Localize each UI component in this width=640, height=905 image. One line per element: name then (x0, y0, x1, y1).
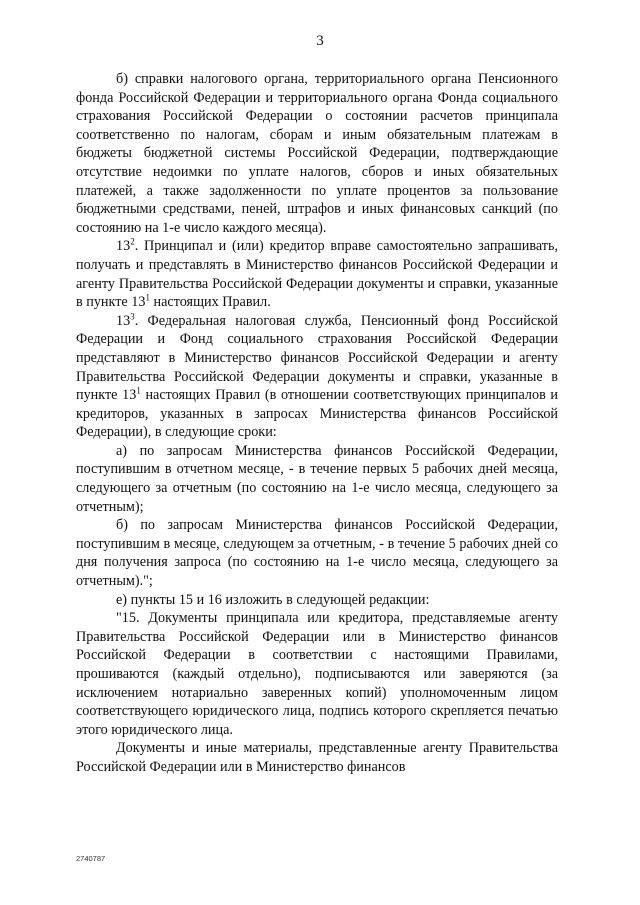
paragraph (76, 237, 558, 311)
paragraph (76, 312, 558, 442)
document-code: 2740787 (76, 854, 106, 863)
superscript: 1 (145, 292, 150, 303)
paragraph-text: б) справки налогового органа, территориального органа Пенсионного фонда Российской Федерации и территориального органа Фонда социального страхования Российской Федерации о состоянии расчетов принципала соответственно по налогам, сборам и иным обязательным платежам в бюджеты бюджетной системы Российской Федерации, подтверждающие отсутствие недоимки по уплате налогов, сборов и иных обязательных платежей, а также задолженности по уплате процентов за пользование бюджетными средствами, пеней, штрафов и иных финансовых санкций (по состоянию на 1-е число каждого месяца). (76, 71, 558, 236)
paragraph (76, 739, 558, 776)
paragraph (76, 516, 558, 590)
paragraph-text: б) по запросам Министерства финансов Российской Федерации, поступившим в месяце, следующем за отчетным, - в течение 5 рабочих дней со дня получения запроса (по состоянию на 1-е число месяца, следующего за отчетным)."; (76, 517, 558, 590)
superscript: 3 (130, 310, 135, 321)
page-number: 3 (316, 33, 324, 49)
paragraph (76, 442, 558, 516)
paragraph-text: настоящих Правил. (149, 294, 271, 311)
paragraph-text: настоящих Правил (в отношении соответствующих принципалов и кредиторов, указанных в запросах Министерства финансов Российской Федерации), в следующие сроки: (76, 387, 559, 441)
paragraph (76, 70, 558, 237)
paragraph-text: а) по запросам Министерства финансов Российской Федерации, поступившим в отчетном месяце, - в течение первых 5 рабочих дней месяца, следующего за отчетным (по состоянию на 1-е число месяца, следующего за отчетным); (76, 442, 558, 515)
paragraph-text: "15. Документы принципала или кредитора, представляемые агенту Правительства Российской Федерации или в Министерство финансов Российской Федерации в соответствии с настоящими Правилами, прошиваются (каждый отдельно), подписываются или заверяются (за исключением нотариально заверенных копий) уполномоченным лицом соответствующего юридического лица, подпись которого скрепляется печатью этого юридического лица. (76, 610, 558, 738)
paragraph-text: 13 (116, 238, 131, 255)
paragraph (76, 591, 558, 610)
paragraph-text: . Принципал и (или) кредитор вправе самостоятельно запрашивать, получать и представлять в Министерство финансов Российской Федерации и агенту Правительства Российской Федерации документы и справки, указанные в пункте 13 (76, 238, 558, 311)
paragraph-text: Документы и иные материалы, представленные агенту Правительства Российской Федерации или в Министерство финансов (76, 740, 558, 775)
document-body (76, 70, 558, 777)
paragraph (76, 609, 558, 739)
superscript: 1 (136, 385, 141, 396)
paragraph-text: . Федеральная налоговая служба, Пенсионный фонд Российской Федерации и Фонд социального страхования Российской Федерации представляют в Министерство финансов Российской Федерации и агенту Правительства Российской Федерации документы и справки, указанные в пункте 13 (76, 312, 558, 404)
paragraph-text: 13 (116, 312, 131, 329)
paragraph-text: е) пункты 15 и 16 изложить в следующей редакции: (116, 591, 430, 608)
superscript: 2 (130, 236, 135, 247)
